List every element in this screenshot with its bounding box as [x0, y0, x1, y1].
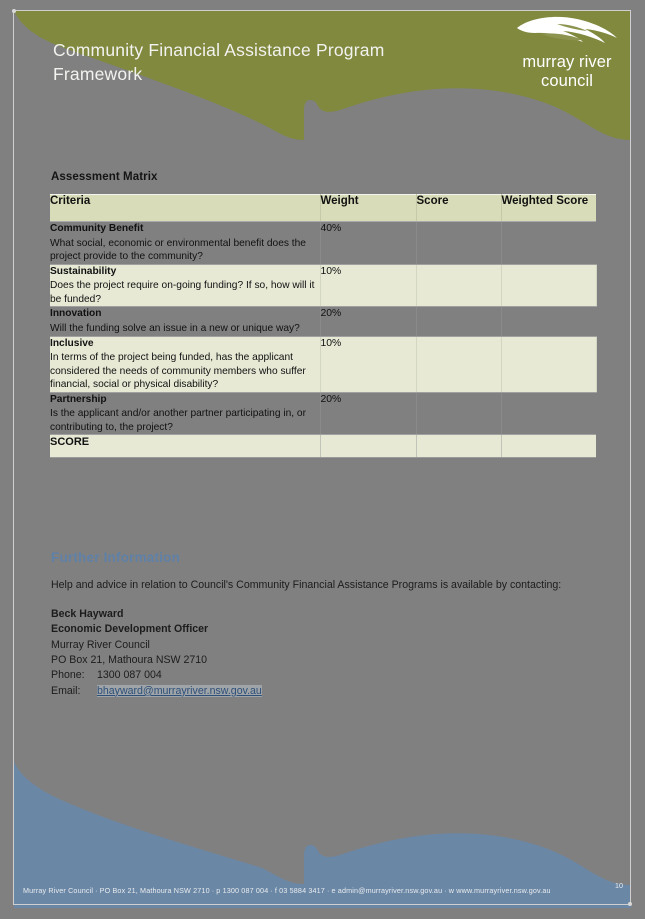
- council-logo: [503, 16, 631, 91]
- footer-phone: p 1300 087 004: [216, 886, 269, 895]
- criteria-name: Inclusive: [50, 337, 94, 349]
- contact-name: Beck Hayward: [51, 608, 124, 621]
- weight-cell: 40%: [320, 222, 416, 265]
- contact-phone-line: [51, 668, 599, 683]
- criteria-cell: [50, 264, 320, 307]
- criteria-question: Will the funding solve an issue in a new or unique way?: [50, 322, 300, 334]
- murray-river-leaf-icon: [513, 16, 621, 50]
- matrix-body: [50, 222, 596, 458]
- total-weight: [320, 435, 416, 458]
- footer-separator: ·: [95, 886, 98, 895]
- criteria-name: Innovation: [50, 308, 102, 320]
- table-row: [50, 264, 596, 307]
- contact-address: PO Box 21, Mathoura NSW 2710: [51, 654, 208, 667]
- column-header-weight: Weight: [320, 195, 416, 222]
- phone-value: 1300 087 004: [97, 669, 162, 682]
- criteria-cell: [50, 392, 320, 435]
- logo-line1: murray river: [522, 53, 612, 71]
- contact-details: [51, 607, 599, 699]
- weighted-score-cell[interactable]: [501, 307, 596, 336]
- weight-cell: 10%: [320, 336, 416, 392]
- weight-cell: 20%: [320, 307, 416, 336]
- matrix-total-row: [50, 435, 596, 458]
- criteria-name: Sustainability: [50, 265, 117, 277]
- criteria-name: Community Benefit: [50, 223, 144, 234]
- contact-job-title: Economic Development Officer: [51, 623, 209, 636]
- footer-address: PO Box 21, Mathoura NSW 2710: [99, 886, 210, 895]
- criteria-question: Does the project require on-going funding? If so, how will it be funded?: [50, 280, 315, 305]
- page-title-line2: Framework: [53, 64, 143, 85]
- criteria-question: What social, economic or environmental benefit does the project provide to the community?: [50, 237, 306, 263]
- assessment-matrix-title: Assessment Matrix: [51, 171, 158, 183]
- table-row: [50, 307, 596, 336]
- assessment-matrix-table: [50, 194, 597, 458]
- total-score[interactable]: [416, 435, 501, 458]
- weighted-score-cell[interactable]: [501, 222, 596, 265]
- score-cell[interactable]: [416, 222, 501, 265]
- contact-email-line: [51, 684, 599, 699]
- footer-email: e admin@murrayriver.nsw.gov.au: [331, 886, 443, 895]
- table-row: [50, 392, 596, 435]
- column-header-score: Score: [416, 195, 501, 222]
- further-information-section: [51, 550, 599, 699]
- weighted-score-cell[interactable]: [501, 336, 596, 392]
- score-cell[interactable]: [416, 392, 501, 435]
- footer-website: w www.murrayriver.nsw.gov.au: [448, 886, 551, 895]
- criteria-cell: [50, 336, 320, 392]
- contact-organisation: Murray River Council: [51, 638, 150, 651]
- page-number: 10: [615, 881, 623, 890]
- column-header-criteria: Criteria: [50, 195, 320, 222]
- page-title: [53, 38, 473, 86]
- score-cell[interactable]: [416, 264, 501, 307]
- footer-organisation: Murray River Council: [23, 886, 94, 895]
- weight-cell: 10%: [320, 264, 416, 307]
- footer-fax: f 03 5884 3417: [274, 886, 325, 895]
- footer-separator: ·: [211, 886, 215, 895]
- score-cell[interactable]: [416, 307, 501, 336]
- criteria-question: Is the applicant and/or another partner participating in, or contributing to, the project?: [50, 408, 306, 433]
- further-information-intro: Help and advice in relation to Council's Community Financial Assistance Programs is available by contacting:: [51, 579, 562, 591]
- column-header-weighted-score: Weighted Score: [501, 195, 596, 222]
- footer-separator: ·: [444, 886, 447, 895]
- score-cell[interactable]: [416, 336, 501, 392]
- further-information-heading: Further Information: [51, 550, 181, 565]
- weighted-score-cell[interactable]: [501, 264, 596, 307]
- weighted-score-cell[interactable]: [501, 392, 596, 435]
- weight-cell: 20%: [320, 392, 416, 435]
- phone-label: Phone:: [51, 669, 85, 682]
- page-title-line1: Community Financial Assistance Program: [53, 40, 385, 60]
- total-weighted-score[interactable]: [501, 435, 596, 458]
- footer-contact-line: [23, 886, 551, 895]
- logo-wordmark: [503, 53, 631, 91]
- email-label: Email:: [51, 684, 81, 697]
- table-row: [50, 222, 596, 265]
- total-label: SCORE: [50, 435, 320, 458]
- matrix-header-row: [50, 195, 596, 222]
- footer-separator: ·: [326, 886, 330, 895]
- footer-separator: ·: [270, 886, 273, 895]
- criteria-name: Partnership: [50, 393, 107, 405]
- criteria-question: In terms of the project being funded, has the applicant considered the needs of community members who suffer financial, social or physical disability?: [50, 352, 306, 391]
- contact-email-link[interactable]: bhayward@murrayriver.nsw.gov.au: [97, 684, 262, 697]
- table-row: [50, 336, 596, 392]
- criteria-cell: [50, 307, 320, 336]
- logo-line2: council: [540, 72, 594, 91]
- criteria-cell: [50, 222, 320, 265]
